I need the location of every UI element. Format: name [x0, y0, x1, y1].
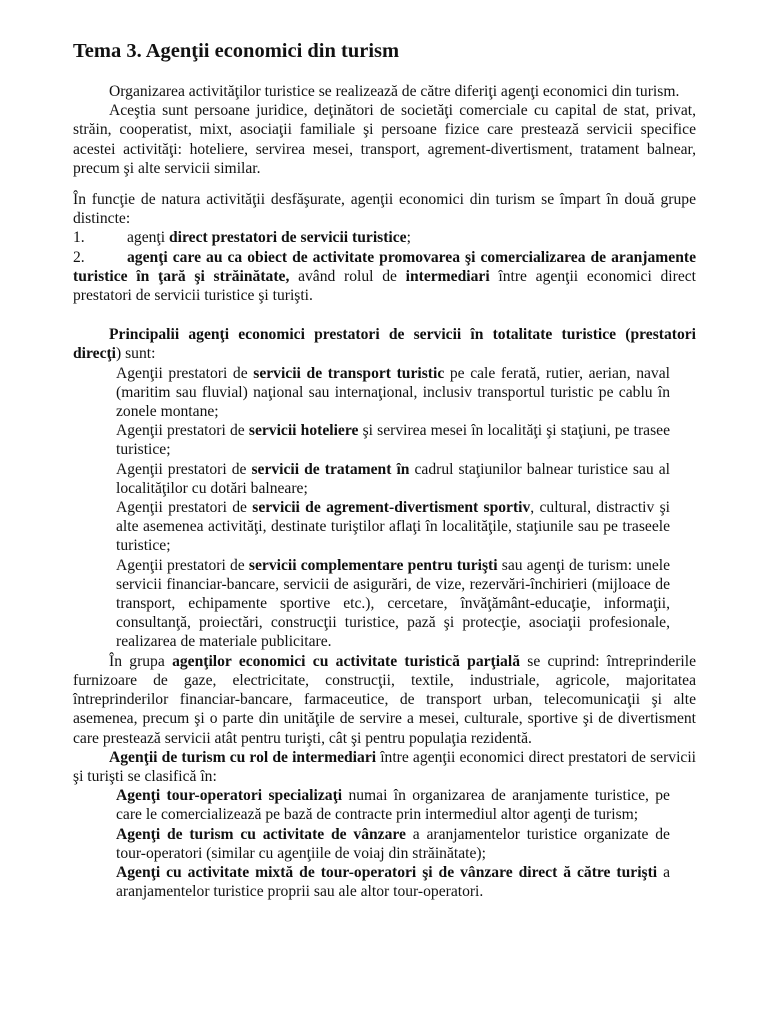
principal-heading-bold: Principalii agenţi economici prestatori de servicii în totalitate turistice (prestatori direcţi [73, 326, 696, 363]
intermediaries-paragraph [73, 748, 696, 786]
principal-heading [73, 325, 696, 363]
group-item-1-text [127, 228, 411, 247]
group-item-1-bold: direct prestatori de servicii turistice [169, 229, 407, 247]
document-title: Tema 3. Agenţii economici din turism [73, 40, 400, 62]
intermediaries-list [116, 786, 670, 901]
principal-heading-post: ) sunt: [116, 345, 156, 363]
intermediary-item-bold: Agenţi tour-operatori specializaţi [116, 787, 343, 805]
principal-item-post: , cultural, distractiv şi alte asemenea activităţi, destinate turiştilor aflaţi în localităţile, staţiunile sau pe traseele turistice; [116, 499, 671, 555]
intermediary-item-bold: Agenţi de turism cu activitate de vânzare [116, 825, 406, 843]
group-item-2-bold-2: intermediari [405, 267, 490, 285]
principal-item-pre: Agenţii prestatori de [116, 499, 253, 517]
principal-item-bold: servicii de tratament în [251, 460, 410, 478]
principal-item-pre: Agenţii prestatori de [116, 422, 249, 440]
group-item-1 [73, 228, 696, 247]
intermediary-item-post: numai în organizarea de aranjamente turistice, pe care le comercializează pe bază de contracte prin intermediul altor agenţi de turism; [116, 787, 670, 824]
principal-item-pre: Agenţii prestatori de [116, 364, 254, 382]
partial-bold: agenţilor economici cu activitate turistică parţială [172, 652, 520, 670]
partial-paragraph [73, 652, 696, 748]
principal-item-treatment [116, 460, 670, 498]
spacer [73, 305, 696, 325]
principal-item-leisure [116, 498, 670, 556]
principal-item-pre: Agenţii prestatori de [116, 460, 252, 478]
intermediary-item-bold: Agenţi cu activitate mixtă de tour-operatori şi de vânzare direct ă către turişti [116, 863, 658, 881]
group-item-2-number: 2. [73, 248, 85, 266]
intermediary-item-post: a aranjamentelor turistice organizate de tour-operatori (similar cu agenţiile de voiaj din străinătate); [116, 825, 670, 862]
principal-list [116, 364, 670, 652]
partial-pre: În grupa [109, 652, 173, 670]
principal-item-post: sau agenţi de turism: unele servicii financiar-bancare, servicii de asigurări, de vize, rezervări-închirieri (mijloace de transport, echipamente sportive etc.), cercetare, învăţământ-educaţie, informaţii, consultanţă, proiectări, construcţii turistice, pază şi protecţie, asociaţii profesionale, realizarea de materiale publicitare. [116, 556, 671, 651]
group-item-2-bold-1: agenţi care au ca obiect de activitate promovarea şi comercializarea de aranjamente turistice în ţară şi străinătate, [73, 248, 696, 285]
intermediary-item-sales-agents [116, 825, 670, 863]
principal-item-transport [116, 364, 670, 422]
principal-item-post: pe cale ferată, rutier, aerian, naval (maritim sau fluvial) naţional sau internaţional, inclusiv transportul turistic pe cablu în zonele montane; [116, 364, 670, 421]
intro-paragraph-2: Aceştia sunt persoane juridice, deţinători de societăţi comerciale cu capital de stat, privat, străin, cooperatist, mixt, asociaţii familiale şi persoane fizice care prestează servicii specifice acestei activităţi: hoteliere, servirea mesei, transport, agrement-divertisment, tratament balnear, precum şi alte servicii similar. [73, 102, 696, 177]
intro-paragraph-1: Organizarea activităţilor turistice se realizează de către diferiţi agenţi economici din turism. [109, 83, 680, 100]
intermediaries-post: între agenţii economici direct prestatori de servicii şi turişti se clasifică în: [73, 748, 697, 785]
principal-item-post: şi servirea mesei în localităţi şi staţiuni, pe trasee turistice; [116, 422, 671, 459]
group-item-1-pre: agenţi [127, 229, 169, 247]
intermediary-item-post: a aranjamentelor turistice proprii sau ale altor tour-operatori. [116, 863, 670, 901]
intermediary-item-mixed-agents [116, 863, 670, 901]
group-item-1-post: ; [406, 229, 411, 247]
principal-item-complementary [116, 556, 670, 652]
principal-item-hotel [116, 421, 670, 459]
principal-item-bold: servicii complementare pentru turişti [248, 556, 498, 574]
partial-post: se cuprind: întreprinderile furnizoare de gaze, electricitate, construcţii, textile, industriale, agricole, majoritatea întreprinderilor financiar-bancare, farmaceutice, de transport urban, telecomunicaţii şi alte asemenea, precum şi o parte din unităţile de servire a mesei, culturale, sportive şi de divertisment care prestează servicii atât pentru turişti, cât şi pentru populaţia rezidentă. [73, 652, 696, 747]
group-item-1-number: 1. [73, 229, 85, 247]
group-item-2-mid: având rolul de [289, 267, 406, 285]
spacer [73, 178, 696, 190]
group-item-2 [73, 248, 696, 306]
principal-item-bold: servicii de transport turistic [253, 364, 445, 382]
group-item-2-post: între agenţii economici direct prestatori de servicii turistice şi turişti. [73, 267, 696, 305]
principal-item-post: cadrul staţiunilor balnear turistice sau al localităţilor cu dotări balneare; [116, 460, 670, 497]
intermediaries-bold: Agenţii de turism cu rol de intermediari [109, 748, 377, 766]
intermediary-item-tour-operators [116, 786, 670, 824]
principal-item-pre: Agenţii prestatori de [116, 556, 249, 574]
principal-item-bold: servicii de agrement-divertisment sportiv [252, 499, 531, 517]
groups-lead-paragraph: În funcţie de natura activităţii desfăşurate, agenţii economici din turism se împart în două grupe distincte: [73, 191, 696, 228]
principal-item-bold: servicii hoteliere [248, 422, 359, 440]
